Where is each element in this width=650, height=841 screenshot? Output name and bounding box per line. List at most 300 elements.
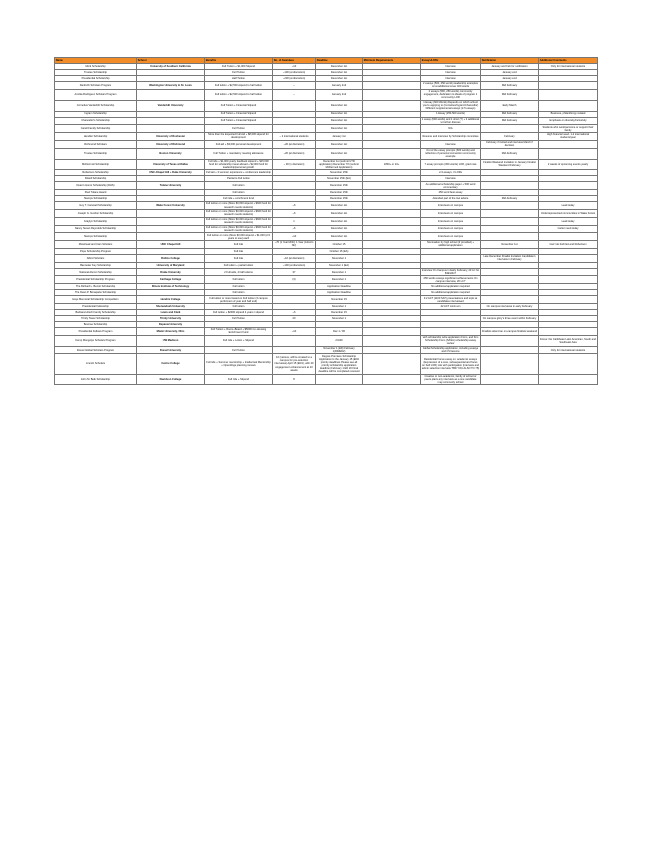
cell-benefits: Full tuition + partial tuition [205,262,273,268]
cell-benefits: Full Tuition + $1,000 Stipend [205,64,273,70]
cell-comments: Underrepresented communities in Wake Forest [539,209,598,217]
table-row [55,89,598,100]
table-row [55,125,598,133]
cell-num: ~10 [273,328,316,336]
cell-school: Trinity University [137,316,205,322]
cell-name: Alford Scholars [55,254,137,262]
cell-req [363,82,421,90]
cell-notif [481,202,539,210]
cell-essays: 22 ACT minimum [421,304,481,310]
cell-benefits: Full Tuition + Room+Board + $5000 Co-Housing Enrichment Fund [205,328,273,336]
cell-name: Trustee Scholarship [55,148,137,159]
cell-school [137,117,205,125]
table-row [55,225,598,233]
cell-name: Carell Family Scholarship [55,125,137,133]
col-header-requirements: Minimum Requirements [363,58,421,64]
col-header-deadline: Deadline [316,58,363,64]
cell-essays: As additional scholarship paper + 500 word commentary [421,182,481,190]
cell-deadline: December 1st [316,225,363,233]
cell-notif: On campus glory's three event within February [481,316,539,322]
cell-essays: 250 word best essay [421,190,481,196]
table-row [55,374,598,385]
table-row [55,159,598,170]
cell-comments [539,328,598,336]
cell-benefits: Full tuition or more based on Full tuition (3 campus performers of year and half end) [205,296,273,304]
cell-notif: January end [481,70,539,76]
cell-school: Davidson College [137,374,205,385]
cell-essays: 2-3 essays, 3 LORs [421,170,481,176]
cell-deadline: December 1st [316,117,363,125]
cell-comments [539,296,598,304]
cell-num: ~10 [273,233,316,241]
cell-num: ~ 2 international students [273,133,316,141]
table-row [55,209,598,217]
cell-name: Presidential Fellowship [55,304,137,310]
cell-essays: Residential Focus essay on: academic essays (Expression of a core, subsequential and focus on Self LOR) role with participation (interview and admin selection interview TBD YOU ALSO TO 75) [421,354,481,374]
cell-deadline: December 1st [316,76,363,82]
cell-comments [539,276,598,284]
cell-notif: Finalist Weekend invitation in January Finalist Weekend February [481,159,539,170]
cell-req [363,268,421,276]
cell-essays [421,328,481,336]
cell-school: University of Texas at Dallas [137,159,205,170]
col-header-comments: Additional Comments [539,58,598,64]
cell-name: Ingram Scholarship [55,111,137,117]
cell-deadline: December 1st [316,111,363,117]
cell-essays: Interview [421,70,481,76]
cell-deadline: November 1 [316,304,363,310]
cell-num [273,182,316,190]
cell-num: ~6 [273,209,316,217]
cell-benefits: Full tuition + $2,500 stipend to half tuition [205,82,273,90]
cell-req [363,374,421,385]
table-row [55,182,598,190]
table-body [55,64,598,385]
cell-essays: Interview [421,176,481,182]
cell-name: Morehead and Cain Scholars [55,241,137,249]
cell-benefits: Full Tuition + mandatory meeting allowance [205,148,273,159]
cell-notif: Mid February [481,82,539,90]
table-row [55,100,598,111]
cell-name: John M. Belk Scholarship [55,374,137,385]
cell-num [273,296,316,304]
cell-num [273,125,316,133]
cell-deadline: December 1 [316,276,363,284]
cell-essays: No additional application required [421,284,481,290]
cell-school: Illinois Institute of Technology [137,284,205,290]
cell-benefits: Full tuition [205,190,273,196]
cell-school: Wake Forest University [137,202,205,210]
cell-deadline: November 15th (EA) [316,176,363,182]
table-row [55,335,598,346]
cell-essays: Resume and interview by Scholarship committee [421,133,481,141]
cell-essays: Nomination by high school (if provided) + additional application [421,241,481,249]
cell-notif: On campus interviews in early February [481,304,539,310]
cell-name: Stamps Scholarship [55,196,137,202]
cell-school [137,233,205,241]
cell-benefits: Full tuition [205,304,273,310]
cell-school: UNC-Chapel Hill + Duke University [137,170,205,176]
cell-school: Boston University [137,148,205,159]
cell-school: UNC Chapel Hill [137,241,205,249]
cell-num [273,335,316,346]
cell-name: Pope Scholarship Program [55,248,137,254]
cell-notif: February [481,133,539,141]
cell-num [273,117,316,125]
cell-name: The Dean P. Bonaparte Scholarship [55,290,137,296]
cell-comments [539,182,598,190]
cell-name: Annika Rodriguez Scholars Program [55,89,137,100]
cell-comments: Carter need today [539,225,598,233]
cell-deadline: December 1st [316,125,363,133]
cell-essays: Global Scholarship application, including essays and CV/resume [421,346,481,354]
cell-essays: 1 Essay (250-500 words) [421,111,481,117]
cell-notif [481,276,539,284]
cell-benefits: Full Tuition + Financial Stipend [205,100,273,111]
cell-comments: 2 weeks of upcoming events yearly [539,159,598,170]
cell-comments [539,140,598,148]
cell-school: University of Rochester [137,133,205,141]
table-row [55,217,598,225]
cell-notif [481,182,539,190]
table-row [55,148,598,159]
cell-num [273,346,316,354]
table-row [55,268,598,276]
cell-school: University of Richmond [137,140,205,148]
cell-name: National Alumni Scholarship [55,268,137,276]
cell-req [363,225,421,233]
cell-req [363,276,421,284]
cell-notif [481,268,539,276]
cell-name: The Richard L. Benoit Scholarship [55,284,137,290]
cell-deadline: October 15 (EA) [316,248,363,254]
cell-deadline: January 2nd [316,82,363,90]
cell-req [363,233,421,241]
cell-school: Tulane University [137,182,205,190]
cell-essays: Interview [421,140,481,148]
cell-req [363,182,421,190]
cell-benefits: Full ride [205,254,273,262]
cell-comments: Lead today [539,217,598,225]
cell-benefits: Full tuition [205,276,273,284]
cell-req [363,241,421,249]
table-row [55,296,598,304]
cell-notif: Mid-February [481,196,539,202]
cell-name: Stamps Scholarship [55,233,137,241]
cell-deadline: 2/1/00 [316,335,363,346]
cell-notif: Mid-February [481,148,539,159]
cell-notif: January and Feb for notification [481,64,539,70]
cell-name: Lincoln Scholars [55,354,137,374]
table-row [55,140,598,148]
col-header-name: Name [55,58,137,64]
cell-deadline: December 1st [316,100,363,111]
cell-deadline: January 2nd [316,89,363,100]
table-row [55,233,598,241]
cell-num: ~ [273,89,316,100]
cell-notif [481,225,539,233]
cell-deadline: December 1st [316,217,363,225]
cell-benefits: Half Tuition [205,76,273,82]
cell-school: Shenandoah University [137,304,205,310]
cell-name: McDermott Scholarship [55,159,137,170]
cell-essays: 2 essays (500, 250 words) leadership examples w/ at additional cover 400 words [421,82,481,90]
cell-name: Graylyn Scholarship [55,217,137,225]
cell-name: Presidential Scholarship [55,76,137,82]
cell-benefits: Full ride + $1,000 yearly feedback stipend + $15,000 fund for scholarship travel abroad + $2,000 fund for leadership/personal growth [205,159,273,170]
cell-essays: 1 essay (600 words) and 1 short (?) + 2 additional to further discuss [421,117,480,124]
cell-notif [481,346,539,354]
cell-school: University of Maryland [137,262,205,268]
scholarship-table [54,57,598,385]
cell-deadline: November 1 (EA) [316,262,363,268]
cell-benefits: Full tuition [205,290,273,296]
cell-notif [481,217,539,225]
cell-benefits: 2 Full aids, 4 half tuitions [205,268,273,276]
cell-deadline: November 1 [316,316,363,322]
cell-num: ~20 (at discretion) [273,148,316,159]
cell-req [363,328,421,336]
cell-name: Mork Scholarship [55,64,137,70]
cell-essays: Interview [421,64,481,70]
cell-benefits: Full tuition or more (More $3,000 stipend + $600 fund for research needs students) [206,218,271,225]
cell-num: ~200 (at discretion) [273,76,316,82]
cell-num: 20 [273,316,316,322]
cell-essays: Interview [421,76,481,82]
cell-name: Barbara Hirsch Family Scholarship [55,310,137,316]
cell-req [363,354,421,374]
cell-num: ~10 [273,64,316,70]
cell-deadline [316,374,363,385]
cell-name: Distell Scholarship [55,176,137,182]
cell-deadline: December 15th [316,196,363,202]
cell-name: Guy T. Carswell Scholarship [55,202,137,210]
cell-deadline: Dec 1 / 06 [316,328,363,336]
cell-benefits: Full Tuition [205,125,273,133]
cell-req [363,254,421,262]
cell-num: ~70 (1 Year/UNC) 1 Year (Jobs/In NC) [273,241,316,249]
cell-benefits: Full Tuition [205,346,273,354]
cell-school: Drake University [137,268,205,276]
cell-deadline: Application Deadline [316,290,363,296]
cell-school: Centre College [137,354,205,374]
cell-name: Trustee Scholarship [55,70,137,76]
col-header-notification: Notification [481,58,539,64]
cell-school: Carthage College [137,276,205,284]
cell-deadline: November 1 [316,254,363,262]
table-row [55,202,598,210]
cell-name: Dean's Honor Scholarship (DHS) [55,182,137,190]
cell-school: Vanderbilt University [137,100,205,111]
cell-req [363,209,421,217]
cell-notif: Mid February [481,89,539,100]
cell-comments: Focus: the Caribbean Latin American, South and Southeast Asia [539,335,598,346]
cell-essays: 2 essays (500, 250 words) community engagement, dedication to ideals of program 1 community LOR [421,89,481,100]
cell-benefits: Full aid + 3 summer experience + conference leadership [206,171,271,175]
cell-benefits: Full tuition or more (More $3,000 stipend + $600 fund for research needs students) [206,225,271,232]
cell-school: Lewis and Clark [137,310,205,316]
cell-school [137,225,205,233]
cell-deadline: Degree Premiere Scholarship Application Is the January 15 (ED2 priority deadlines Please see all priority scholarship application deadline) February 1 ED 20 Final deadline will be completed received [316,354,363,374]
cell-req [363,335,421,346]
cell-school [137,125,205,133]
cell-name: Joseph G. Gordon Scholarship [55,209,137,217]
table-row [55,254,598,262]
cell-benefits: Full ride + Stipend [205,374,273,385]
cell-req [363,202,421,210]
cell-benefits: Full Tuition + Financial Stipend [205,117,273,125]
cell-school [137,209,205,217]
cell-benefits: Full tuition or more (More $3,000 stipend + $600 fund for research needs students) [206,210,271,217]
cell-essays: Interviews on campus [421,225,481,233]
cell-school [137,89,205,100]
cell-comments: Emphasis on diversity/inclusivity [539,117,598,125]
cell-deadline: December 1st [316,148,363,159]
cell-comments [539,354,598,374]
cell-school: Drexel University [137,346,205,354]
cell-name: Chancellor's Scholarship [55,117,137,125]
table-row [55,82,598,90]
cell-essays: Interviews on campus [421,202,481,210]
cell-num: ~6 [273,225,316,233]
cell-deadline: December 1st [316,202,363,210]
cell-name: Hays Memorial Scholarship Competition [55,296,137,304]
cell-benefits: Full ride + Summer mentorship + Intellectual Mentorship + Opendings planning renews [205,354,273,374]
cell-deadline: December 15 [316,310,363,316]
cell-req [363,346,421,354]
cell-name: Richmond Scholars [55,140,137,148]
cell-essays: Interview On Campus in Early February, 20 LC for $3k/LRs? [421,268,480,276]
cell-school: Rollins College [137,254,205,262]
col-header-awardees: No. of Awardees [273,58,316,64]
cell-num: (3) [273,276,316,284]
scholarship-spreadsheet [54,57,597,385]
cell-num: ~100 (at discretion) [273,70,316,76]
cell-comments [539,268,598,276]
cell-deadline: November 15 [316,296,363,304]
cell-notif [481,374,539,385]
cell-benefits: Full Tuition [205,316,273,322]
cell-essays [421,254,481,262]
table-row [55,354,598,374]
cell-comments: Only for international students [539,346,598,354]
cell-benefits: Full Tuition [205,70,273,76]
cell-comments: Students who work/part-time or support their family [539,125,598,133]
col-header-essays: Essays/LORs [421,58,481,64]
cell-num: ~6 [273,202,316,210]
cell-name: Paul Tulane Award [55,190,137,196]
cell-deadline: December 15th [316,190,363,196]
cell-deadline: December 1st [316,70,363,76]
cell-school [137,217,205,225]
cell-benefits: Full tuition + $2,500 stipend to half tuition [205,89,273,100]
cell-notif [481,233,539,241]
table-row [55,133,598,141]
cell-req [363,296,421,304]
cell-req: 1050+ or 24+ [363,159,421,170]
cell-deadline: January 1st [316,133,363,141]
col-header-benefits: Benefits [205,58,273,64]
cell-req [363,89,421,100]
cell-essays: Attended part of the two advice [421,196,481,202]
cell-num: ~ 30 (1 discretion) [273,159,316,170]
cell-comments [539,148,598,159]
cell-notif: Late December Finalist Invitation Candidate's Interview in February [481,254,539,262]
cell-req [363,133,421,141]
cell-school: UW Madison [137,335,205,346]
cell-deadline: December 15th [316,182,363,190]
cell-req [363,117,421,125]
cell-essays: Creative or non-academic, family of school or peers plans any interview as a one candidate may commonly school [421,374,481,385]
cell-deadline: November 1 (ED) February 1(RD/ED2) [316,346,363,354]
cell-notif [481,296,539,304]
cell-deadline: December 1st [316,209,363,217]
cell-benefits: Full tuition or more (More $3,000 stipend + $600 fund for research needs students) [206,202,271,209]
cell-essays: 1 Essay (600 Words) Depends on which school you're applying to (Cornelius/Ingram/Chancellor) Different supplemental essays (2-5 essays) [421,100,481,111]
cell-name: Nancy Susan Reynolds Scholarship [55,225,137,233]
cell-benefits: Full tuition [205,182,273,190]
cell-notif [481,354,539,374]
cell-name: Kemp Mongolye Scholars Program [55,335,137,346]
table-row [55,328,598,336]
cell-comments [539,89,598,100]
cell-name: Drexel Global Scholars Program [55,346,137,354]
cell-benefits: More than the Expected Full Aid + $8,000 stipend for development [205,133,273,141]
cell-name: Hendler Scholarship [55,133,137,141]
cell-benefits: Full tuition + $2000 stipend 4 years / stipend [205,310,273,316]
cell-notif: Mid February [481,111,539,117]
cell-comments [539,82,598,90]
cell-name: Presidential Scholarship Program [55,276,137,284]
cell-benefits: Full ride [205,241,273,249]
cell-benefits: Full ride + Lotion + Stipend [205,335,273,346]
cell-deadline: December 1st [316,64,363,70]
cell-num: 10 (various, will be created to a campus for pre-selection interviews) April 15 (ED1), with 20 engagement enhancement at 10 weeks [273,354,316,374]
cell-name: Robertson Scholarship [55,170,137,176]
cell-req [363,100,421,111]
table-row [55,117,598,125]
cell-name: Danforth Scholars Program [55,82,137,90]
cell-num: ~10 (at discretion) [273,254,316,262]
cell-deadline: Application Deadline [316,284,363,290]
cell-name: Cornelius Vanderbilt Scholarship [55,100,137,111]
cell-essays: N/A [421,125,481,133]
cell-deadline: November 15th [316,170,363,176]
cell-essays: No additional application required [421,290,481,296]
cell-comments [539,233,598,241]
cell-essays: 250 words essays significant achievements On campus interview, 20 LC? [421,276,481,284]
cell-num: ~20 (at discretion) [273,140,316,148]
cell-num: ~ [273,82,316,90]
cell-num [273,100,316,111]
cell-benefits: Full aid + $3,000 personal development [205,140,273,148]
cell-benefits: Full ride + enrichment fund [205,196,273,202]
cell-benefits: Full ride [205,248,273,254]
table-row [55,241,598,249]
cell-name: Banneker Key Scholarship [55,262,137,268]
col-header-school: School [137,58,205,64]
cell-essays: 7 essay prompts (300 words) LOR, grad note [421,159,481,170]
cell-essays: Interviews on campus [421,209,481,217]
cell-comments [539,374,598,385]
cell-school: Hendrix College [137,296,205,304]
cell-notif [481,125,539,133]
table-row [55,276,598,284]
cell-num: 8 [273,374,316,385]
cell-num: ~6 [273,310,316,316]
cell-notif: November 1st [481,241,539,249]
cell-num: ~100 (at discretion) [273,262,316,268]
